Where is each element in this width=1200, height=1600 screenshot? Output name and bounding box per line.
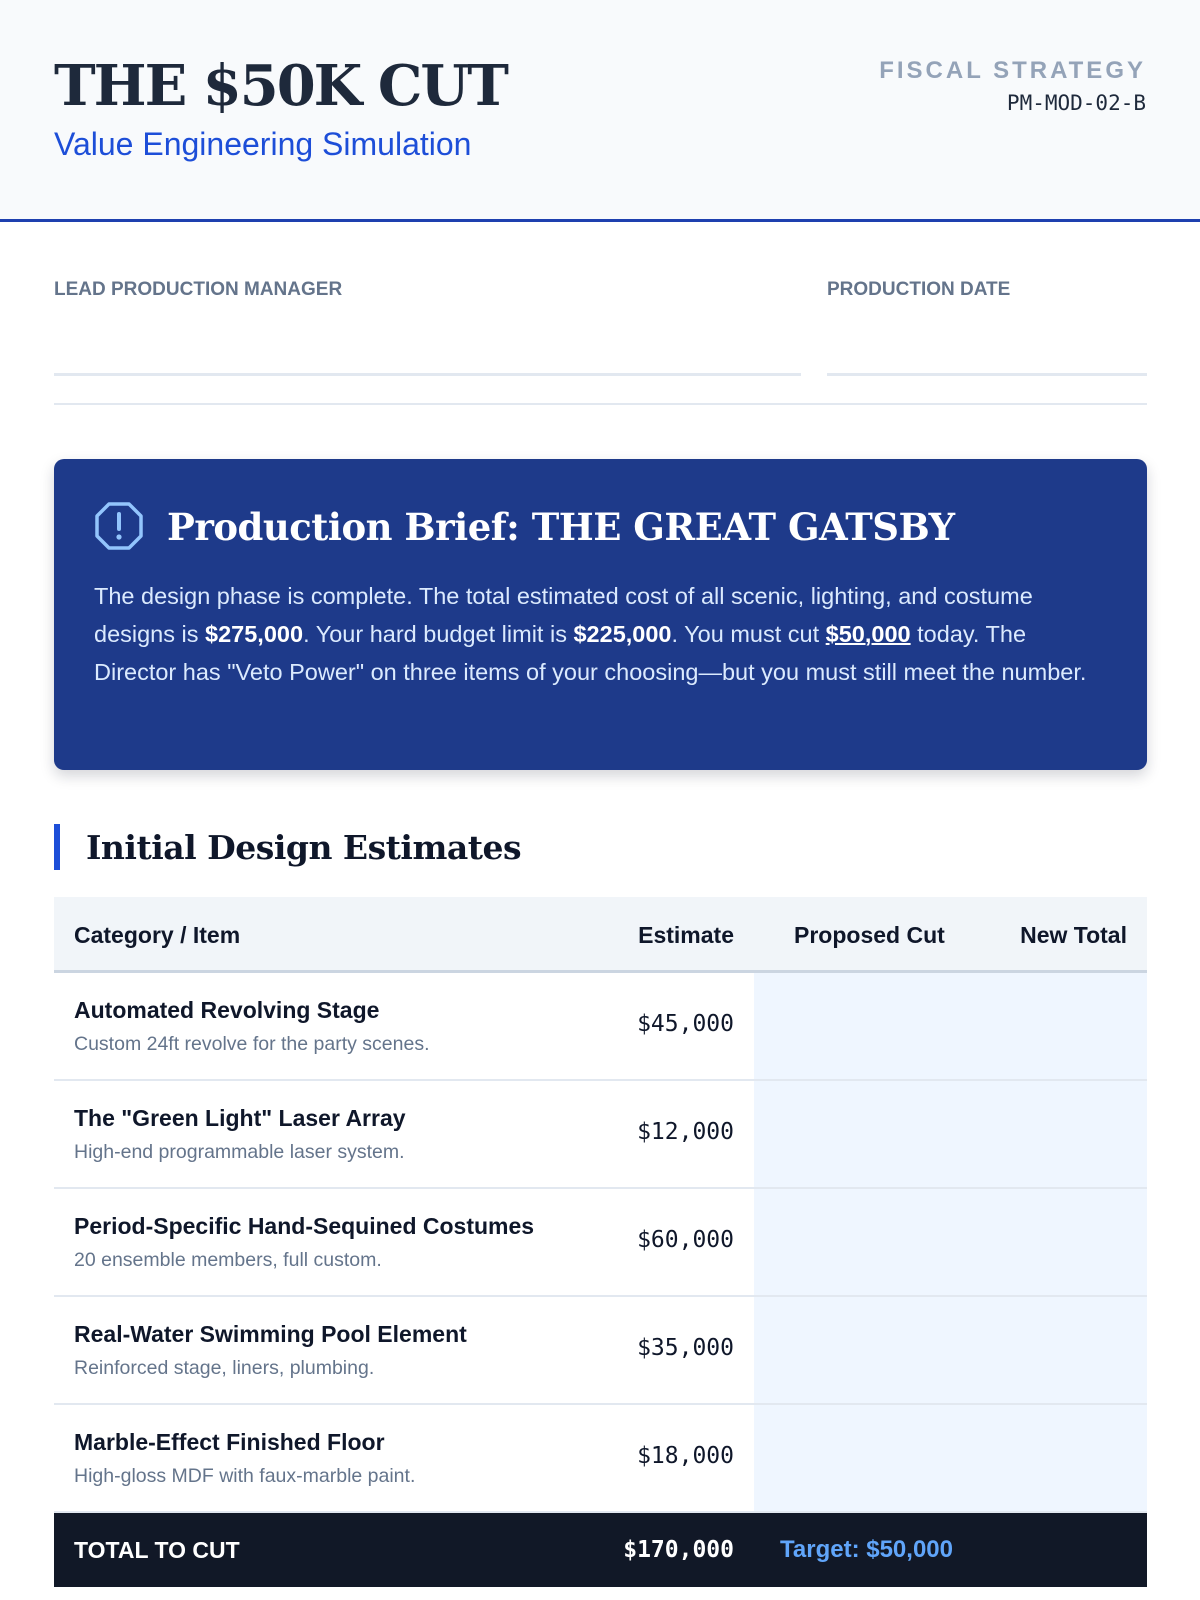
item-estimate: $18,000: [637, 1443, 734, 1469]
table-row: [54, 1081, 1147, 1189]
proposed-cut-cell[interactable]: [754, 973, 1147, 1079]
item-name: Real-Water Swimming Pool Element: [74, 1321, 467, 1347]
cut-amount: $50,000: [825, 621, 911, 647]
table-row: [54, 1189, 1147, 1297]
proposed-cut-cell[interactable]: [754, 1189, 1147, 1295]
item-name: Marble-Effect Finished Floor: [74, 1429, 385, 1455]
budget-limit: $225,000: [573, 621, 672, 647]
module-kicker: FISCAL STRATEGY: [879, 57, 1146, 84]
item-name: Automated Revolving Stage: [74, 997, 380, 1023]
item-name: Period-Specific Hand-Sequined Costumes: [74, 1213, 535, 1239]
item-description: Reinforced stage, liners, plumbing.: [74, 1357, 375, 1379]
header-proposed-cut: Proposed Cut: [794, 922, 945, 948]
date-field[interactable]: [827, 373, 1147, 376]
proposed-cut-cell[interactable]: [754, 1081, 1147, 1187]
item-description: 20 ensemble members, full custom.: [74, 1249, 382, 1271]
section-title: Initial Design Estimates: [86, 828, 522, 867]
total-label: TOTAL TO CUT: [74, 1537, 240, 1563]
brief-title: Production Brief: THE GREAT GATSBY: [167, 505, 955, 549]
header-new-total: New Total: [1020, 922, 1127, 948]
brief-text: The design phase is complete. The total estimated cost of all scenic, lighting, and costume designs is $275,000. Your hard budget limit is $225,000. You must cut $50,000 today. The Director has "Veto Power" on three items of your choosing—but you must still meet the number.: [94, 583, 1087, 685]
header-item: Category / Item: [74, 922, 241, 948]
item-estimate: $12,000: [637, 1119, 734, 1145]
proposed-cut-cell[interactable]: [754, 1405, 1147, 1511]
production-brief: [54, 459, 1147, 770]
total-row: [54, 1513, 1147, 1587]
table-row: [54, 1297, 1147, 1405]
proposed-cut-cell[interactable]: [754, 1297, 1147, 1403]
item-name: The "Green Light" Laser Array: [74, 1105, 406, 1131]
item-description: High-gloss MDF with faux-marble paint.: [74, 1465, 416, 1487]
manager-field[interactable]: [54, 373, 801, 376]
module-code: PM-MOD-02-B: [1006, 91, 1146, 115]
section-accent-bar: [54, 824, 60, 870]
manager-label: LEAD PRODUCTION MANAGER: [54, 279, 343, 300]
item-estimate: $45,000: [637, 1011, 734, 1037]
estimates-table: [54, 897, 1147, 1587]
total-target: Target: $50,000: [780, 1536, 953, 1563]
table-row: [54, 973, 1147, 1081]
page-subtitle: Value Engineering Simulation: [54, 126, 472, 162]
total-value: $170,000: [623, 1537, 734, 1563]
item-description: High-end programmable laser system.: [74, 1141, 405, 1163]
divider: [54, 403, 1147, 405]
item-estimate: $35,000: [637, 1335, 734, 1361]
page-header: [0, 0, 1200, 222]
item-estimate: $60,000: [637, 1227, 734, 1253]
total-cost: $275,000: [205, 621, 304, 647]
table-header: [54, 897, 1147, 973]
alert-octagon-icon: [94, 501, 144, 551]
date-label: PRODUCTION DATE: [827, 279, 1011, 300]
item-description: Custom 24ft revolve for the party scenes.: [74, 1033, 430, 1055]
page-title: THE $50K CUT: [54, 53, 507, 119]
header-estimate: Estimate: [638, 922, 734, 948]
table-row: [54, 1405, 1147, 1513]
